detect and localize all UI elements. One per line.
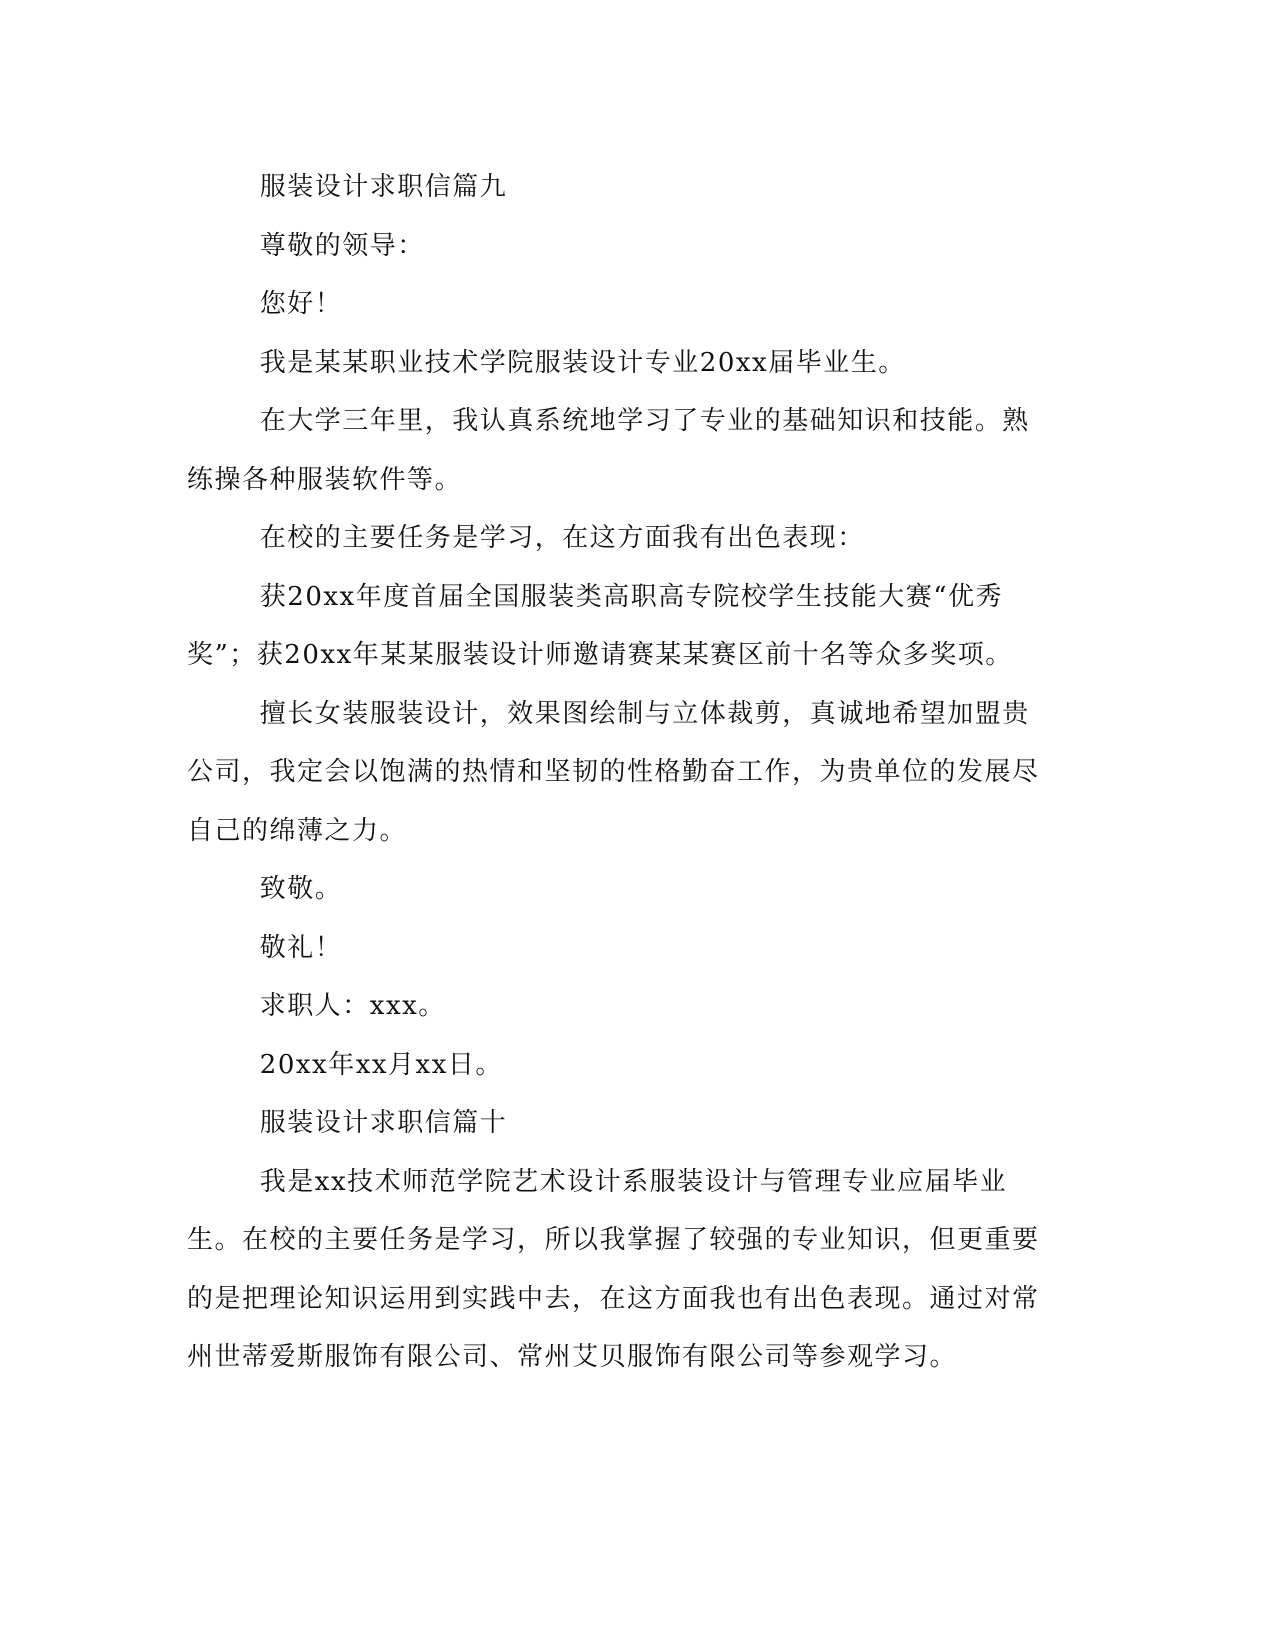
letter-ten-line-3: 要的是把理论知识运用到实践中去，在这方面我也有出色表现。通过	[187, 1225, 1040, 1314]
section-heading-ten: 服装设计求职信篇十	[259, 1108, 508, 1138]
awards-line-2: ”；获20xx年某某服装设计师邀请赛某某赛区前十名等众多奖项。	[214, 640, 1013, 670]
awards-paragraph	[187, 568, 1042, 685]
intro-paragraph: 我是某某职业技术学院服装设计专业20xx届毕业生。	[259, 347, 906, 378]
performance-paragraph: 在校的主要任务是学习，在这方面我有出色表现：	[259, 523, 865, 553]
salutation: 尊敬的领导：	[259, 230, 425, 261]
skills-line-1: 擅长女装服装设计，效果图绘制与立体裁剪，真诚地希望加盟贵	[259, 698, 1030, 729]
document-body	[187, 158, 1042, 1387]
study-line-2: 练操各种服装软件等。	[187, 464, 463, 495]
applicant-signature: 求职人：xxx。	[259, 991, 446, 1021]
letter-ten-line-1: 我是xx技术师范学院艺术设计系服装设计与管理专业应届毕业	[259, 1166, 1008, 1197]
letter-ten-paragraph	[187, 1153, 1042, 1387]
study-paragraph	[187, 392, 1042, 509]
skills-line-3: 尽自己的绵薄之力。	[187, 757, 1040, 846]
skills-line-2: 公司，我定会以饱满的热情和坚韧的性格勤奋工作，为贵单位的发展	[187, 757, 1013, 787]
closing-salute: 敬礼！	[259, 932, 343, 963]
section-heading-nine: 服装设计求职信篇九	[259, 172, 508, 202]
awards-line-1: 获20xx年度首届全国服装类高职高专院校学生技能大赛“优秀奖	[187, 581, 1003, 670]
letter-date: 20xx年xx月xx日。	[259, 1049, 503, 1080]
letter-ten-line-2: 生。在校的主要任务是学习，所以我掌握了较强的专业知识，但更重	[187, 1225, 1013, 1255]
greeting: 您好！	[259, 289, 343, 319]
study-line-1: 在大学三年里，我认真系统地学习了专业的基础知识和技能。熟	[259, 406, 1030, 436]
closing-respect: 致敬。	[259, 874, 343, 904]
skills-paragraph	[187, 685, 1042, 861]
letter-ten-line-4: 对常州世蒂爱斯服饰有限公司、常州艾贝服饰有限公司等参观学习。	[187, 1283, 1040, 1372]
